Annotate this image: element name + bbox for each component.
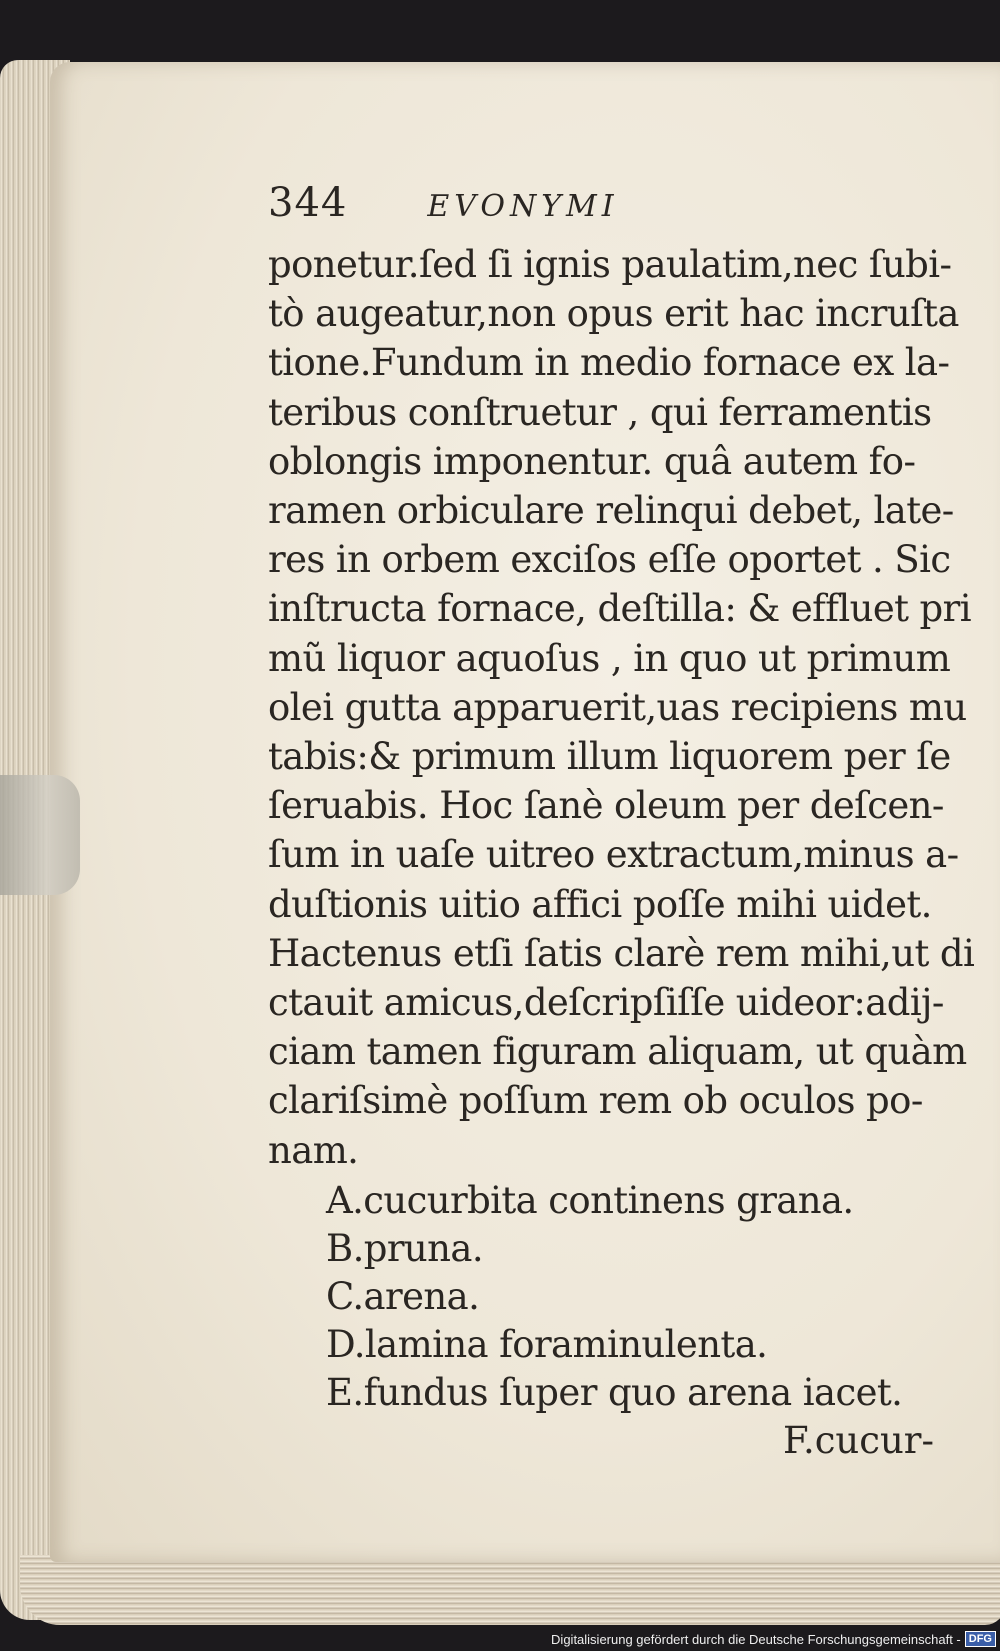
text-line: tabis:& primum illum liquorem per ſe (268, 735, 951, 779)
text-line: ramen orbiculare relinqui debet, late- (268, 489, 954, 533)
page-header (268, 180, 928, 240)
legend-item: B.pruna. (326, 1226, 484, 1270)
text-line: oblongis imponentur. quâ autem fo- (268, 439, 916, 483)
dfg-logo: DFG (965, 1631, 996, 1647)
digitization-footer (551, 1631, 996, 1647)
text-line: duſtionis uitio affici poſſe mihi uidet. (268, 882, 932, 926)
text-line: tione.Fundum in medio fornace ex la- (268, 341, 950, 385)
legend-item: A.cucurbita continens grana. (326, 1178, 854, 1222)
book-bottom-stack (20, 1555, 1000, 1625)
legend-item: D.lamina foraminulenta. (326, 1322, 768, 1366)
text-line: res in orbem exciſos eſſe oportet . Sic (268, 538, 951, 582)
text-line: tò augeatur,non opus erit hac incruſta (268, 292, 959, 336)
text-line: teribus conſtruetur , qui ferramentis (268, 390, 932, 434)
body-text (268, 240, 975, 1175)
page-text-block (268, 180, 975, 1465)
legend-item: E.fundus ſuper quo arena iacet. (326, 1370, 903, 1414)
text-line: Hactenus etſi ſatis clarè rem mihi,ut di (268, 931, 975, 975)
text-line: mũ liquor aquoſus , in quo ut primum (268, 636, 951, 680)
page-number: 344 (268, 180, 348, 226)
text-line: inſtructa fornace, deſtilla: & effluet pri (268, 587, 971, 631)
figure-legend (268, 1177, 928, 1417)
text-line: ſum in uaſe uitreo extractum,minus a- (268, 833, 959, 877)
text-line: olei gutta apparuerit,uas recipiens mu (268, 685, 967, 729)
text-line: ctauit amicus,deſcripſiſſe uideor:adij- (268, 981, 944, 1025)
page-tab-marker (0, 775, 80, 895)
footer-credit-text: Digitalisierung gefördert durch die Deutsche Forschungsgemeinschaft - (551, 1631, 961, 1647)
catchword: F.cucur- (783, 1418, 934, 1462)
text-line: clariſsimè poſſum rem ob oculos po- (268, 1079, 923, 1123)
running-head: EVONYMI (427, 189, 619, 224)
text-line: ſeruabis. Hoc ſanè oleum per deſcen- (268, 784, 944, 828)
text-line: ciam tamen figuram aliquam, ut quàm (268, 1030, 967, 1074)
legend-item: C.arena. (326, 1274, 480, 1318)
text-line: nam. (268, 1128, 359, 1172)
text-line: ponetur.ſed ſi ignis paulatim,nec ſubi- (268, 243, 952, 286)
